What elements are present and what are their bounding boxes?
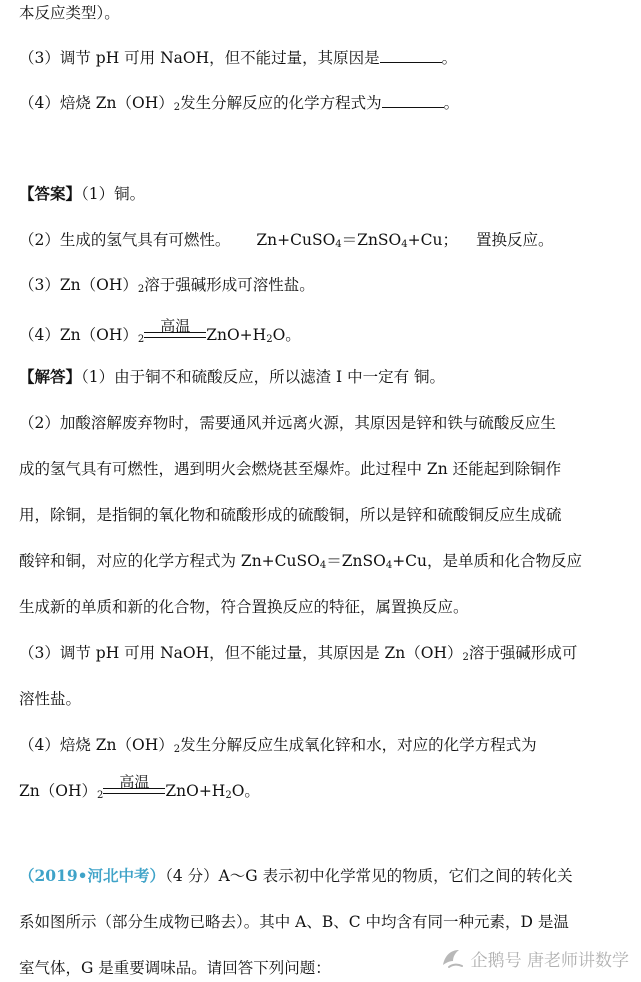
formula: （3）Zn（OH） bbox=[19, 276, 138, 294]
text: 。 bbox=[443, 94, 460, 112]
formula: O。 bbox=[272, 326, 301, 344]
subscript: 2 bbox=[137, 284, 145, 295]
next-question-line-2 bbox=[19, 912, 633, 932]
text: 溶于强碱形成可 bbox=[468, 644, 578, 662]
formula: Zn（OH） bbox=[19, 782, 97, 800]
text: （2）生成的氢气具有可燃性。 bbox=[19, 231, 231, 249]
subscript: 4 bbox=[319, 560, 327, 571]
text: 置换反应。 bbox=[475, 231, 554, 249]
subscript: 2 bbox=[96, 790, 104, 801]
formula: +Cu； bbox=[407, 231, 458, 249]
solution-1 bbox=[19, 367, 633, 387]
formula: ＝ZnSO bbox=[326, 552, 386, 570]
answer-4 bbox=[19, 317, 633, 350]
question-source: （2019•河北中考） bbox=[19, 866, 166, 885]
text: 成的氢气具有可燃性，遇到明火会燃烧甚至爆炸。此过程中 Zn 还能起到除铜作 bbox=[19, 460, 562, 478]
text-line bbox=[19, 3, 633, 23]
solution-tag: 【解答】 bbox=[19, 367, 82, 386]
text: 溶于强碱形成可溶性盐。 bbox=[144, 276, 315, 294]
subscript: 2 bbox=[462, 652, 469, 663]
solution-4-line-2 bbox=[19, 773, 633, 806]
text: 发生分解反应的化学方程式为 bbox=[180, 94, 382, 112]
solution-2-line-1 bbox=[19, 413, 633, 433]
subscript: 2 bbox=[173, 102, 181, 113]
subscript: 2 bbox=[225, 790, 232, 801]
subscript: 2 bbox=[266, 334, 273, 345]
answer-3 bbox=[19, 275, 633, 300]
formula: ZnO+H bbox=[206, 326, 267, 344]
text: （1）由于铜不和硫酸反应，所以滤渣 I 中一定有 铜。 bbox=[81, 368, 446, 386]
text: 溶性盐。 bbox=[19, 690, 82, 708]
text: （2）加酸溶解废弃物时，需要通风并远离火源，其原因是锌和铁与硫酸反应生 bbox=[19, 414, 556, 432]
question-4 bbox=[19, 93, 633, 118]
formula: O。 bbox=[231, 782, 260, 800]
answer-1 bbox=[19, 184, 633, 204]
next-question-line-1 bbox=[19, 866, 633, 886]
text: 生成新的单质和新的化合物，符合置换反应的特征，属置换反应。 bbox=[19, 598, 469, 616]
answer-blank bbox=[382, 95, 444, 108]
text: （4）焙烧 Zn（OH） bbox=[19, 94, 174, 112]
text: （3）调节 pH 可用 NaOH，但不能过量，其原因是 bbox=[19, 49, 380, 67]
condition-label: 高温 bbox=[119, 773, 150, 791]
equals-bar bbox=[144, 332, 206, 338]
watermark-text: 企鹅号 唐老师讲数学 bbox=[470, 950, 629, 971]
formula: Zn+CuSO bbox=[256, 231, 336, 249]
formula: （4）Zn（OH） bbox=[19, 326, 138, 344]
answer-tag: 【答案】 bbox=[19, 184, 82, 203]
answer-blank bbox=[380, 50, 442, 63]
solution-2-line-4 bbox=[19, 551, 633, 576]
equals-bar bbox=[103, 788, 165, 794]
solution-4-line-1 bbox=[19, 735, 633, 760]
reaction-condition bbox=[144, 317, 206, 340]
question-3 bbox=[19, 48, 633, 68]
formula: ＝ZnSO bbox=[341, 231, 402, 249]
text: 。 bbox=[441, 49, 458, 67]
subscript: 4 bbox=[335, 239, 342, 250]
solution-3-line-2 bbox=[19, 689, 633, 709]
text: （4）焙烧 Zn（OH） bbox=[19, 736, 174, 754]
subscript: 4 bbox=[401, 239, 408, 250]
text: （1）铜。 bbox=[81, 185, 146, 203]
formula: ZnO+H bbox=[165, 782, 226, 800]
subscript: 4 bbox=[385, 560, 393, 571]
text: +Cu，是单质和化合物反应 bbox=[392, 552, 583, 570]
text: 用，除铜，是指铜的氧化物和硫酸形成的硫酸铜，所以是锌和硫酸铜反应生成硫 bbox=[19, 506, 562, 524]
text: （3）调节 pH 可用 NaOH，但不能过量，其原因是 Zn（OH） bbox=[19, 644, 463, 662]
penguin-logo-icon bbox=[439, 947, 465, 969]
text: 系如图所示（部分生成物已略去）。其中 A、B、C 中均含有同一种元素，D 是温 bbox=[19, 913, 569, 931]
condition-label: 高温 bbox=[160, 317, 191, 335]
solution-3-line-1 bbox=[19, 643, 633, 668]
text: 酸锌和铜，对应的化学方程式为 Zn+CuSO bbox=[19, 552, 320, 570]
solution-2-line-2 bbox=[19, 459, 633, 479]
text: 发生分解反应生成氧化锌和水，对应的化学方程式为 bbox=[180, 736, 537, 754]
text: （4 分）A～G 表示初中化学常见的物质，它们之间的转化关 bbox=[165, 867, 573, 885]
text: 本反应类型）。 bbox=[19, 4, 120, 22]
subscript: 2 bbox=[137, 334, 145, 345]
solution-2-line-5 bbox=[19, 597, 633, 617]
solution-2-line-3 bbox=[19, 505, 633, 525]
watermark bbox=[439, 944, 629, 972]
reaction-condition bbox=[103, 773, 165, 796]
text: 室气体，G 是重要调味品。请回答下列问题： bbox=[19, 959, 331, 977]
answer-2 bbox=[19, 230, 633, 255]
subscript: 2 bbox=[173, 744, 181, 755]
